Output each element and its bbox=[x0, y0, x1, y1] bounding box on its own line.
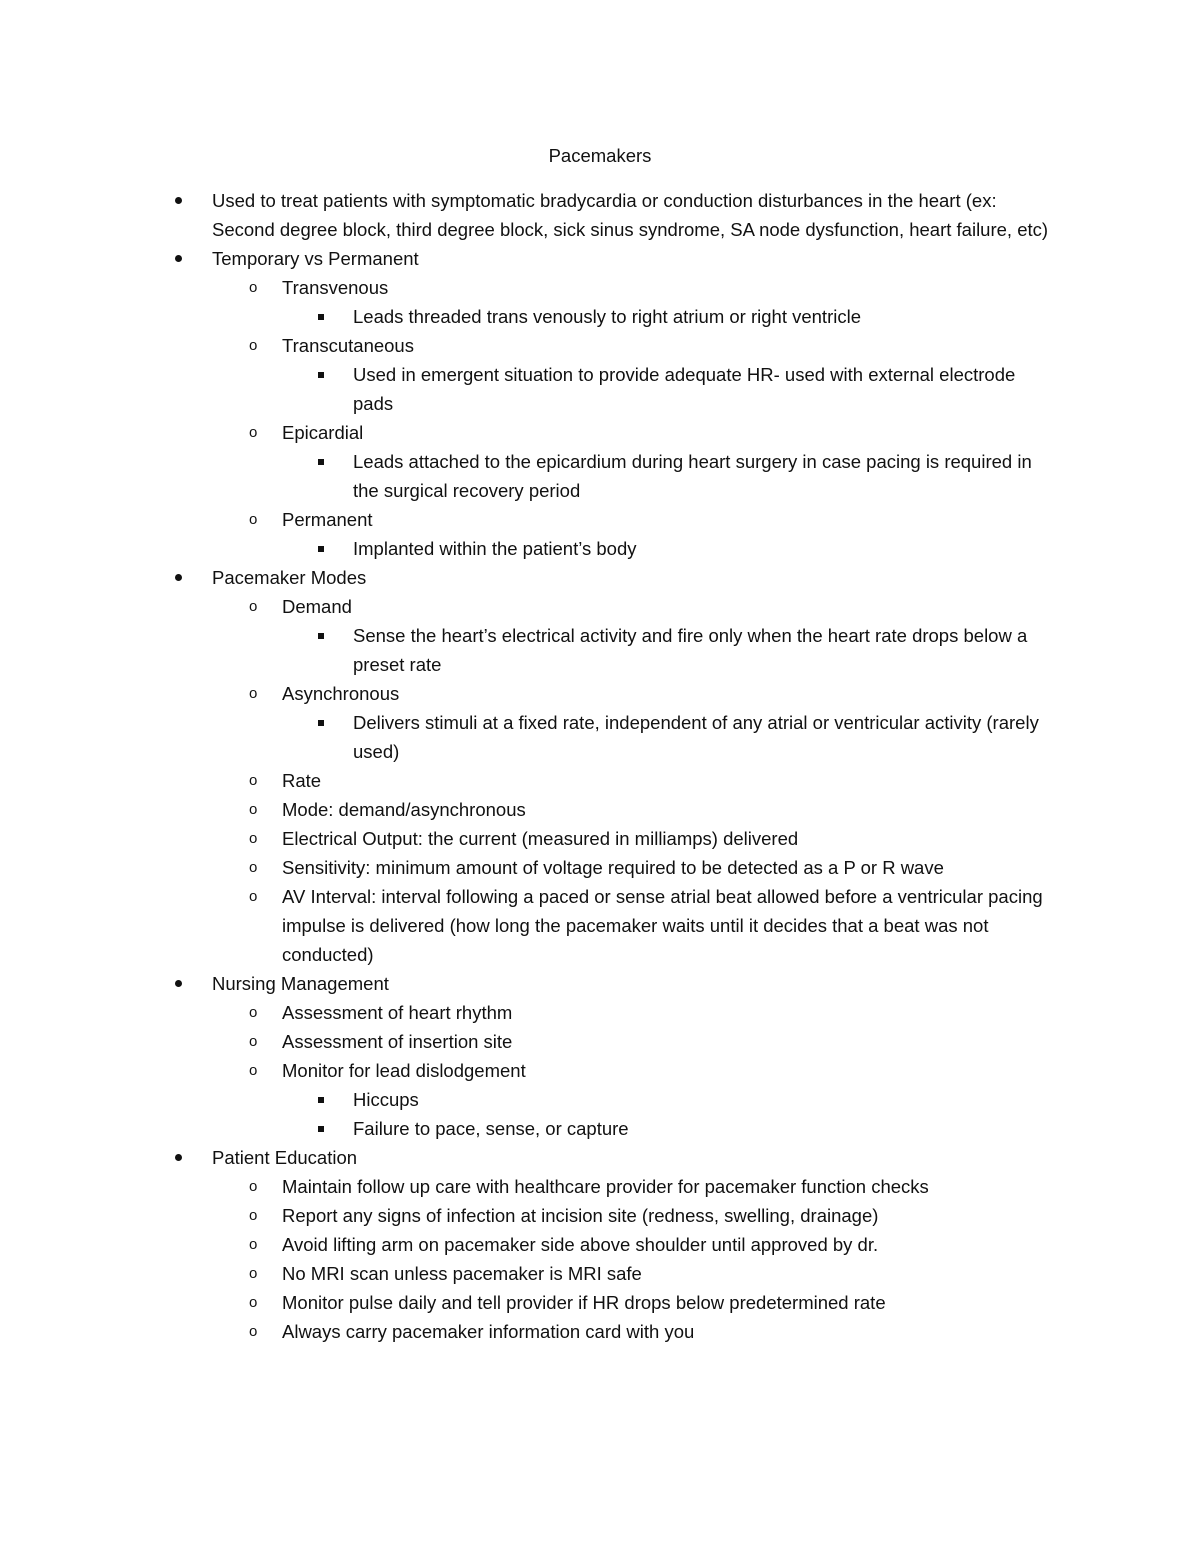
sub-list-item bbox=[0, 1259, 1052, 1288]
sub-list-item-text: Transvenous bbox=[282, 277, 389, 298]
bullet-circle-icon: o bbox=[249, 772, 258, 789]
sub-sub-list-item bbox=[0, 708, 1053, 766]
bullet-square-icon bbox=[318, 302, 326, 331]
bullet-circle-icon: o bbox=[249, 685, 258, 702]
sub-sub-list-item-text: Used in emergent situation to provide adequate HR- used with external electrode pads bbox=[353, 364, 1016, 414]
sub-list-item bbox=[0, 824, 1052, 853]
sub-list-item-text: AV Interval: interval following a paced or sense atrial beat allowed before a ventricular pacing impulse is delivered (how long the pacemaker waits until it decides that a beat was not conducted) bbox=[282, 886, 1043, 965]
sub-list-item bbox=[0, 853, 1052, 882]
bullet-circle-icon: o bbox=[249, 1178, 258, 1195]
sub-list-item bbox=[0, 1056, 1052, 1085]
list-item bbox=[0, 186, 1052, 244]
sub-list-item-text: Asynchronous bbox=[282, 683, 400, 704]
bullet-circle-icon: o bbox=[249, 1323, 258, 1340]
sub-sub-list-item bbox=[0, 360, 1053, 418]
bullet-circle-icon: o bbox=[249, 1207, 258, 1224]
bullet-square-icon bbox=[318, 1114, 326, 1143]
sub-list-item-text: Demand bbox=[282, 596, 352, 617]
sub-list-item-text: Report any signs of infection at incision site (redness, swelling, drainage) bbox=[282, 1205, 879, 1226]
sub-sub-list-item-text: Leads attached to the epicardium during heart surgery in case pacing is required in the surgical recovery period bbox=[353, 451, 1032, 501]
sub-list-item-text: Avoid lifting arm on pacemaker side above shoulder until approved by dr. bbox=[282, 1234, 879, 1255]
sub-list-item-text: Always carry pacemaker information card with you bbox=[282, 1321, 695, 1342]
list-item-text: Used to treat patients with symptomatic bradycardia or conduction disturbances in the heart (ex: Second degree block, third degree block, sick sinus syndrome, SA node dysfunction, heart failure, etc) bbox=[212, 190, 1049, 240]
sub-sub-list-item bbox=[0, 302, 1053, 331]
sub-list-item-text: Sensitivity: minimum amount of voltage required to be detected as a P or R wave bbox=[282, 857, 944, 878]
bullet-dot-icon bbox=[170, 244, 186, 273]
bullet-list bbox=[0, 186, 1200, 1346]
sub-list-item-text: Assessment of heart rhythm bbox=[282, 1002, 513, 1023]
bullet-circle-icon: o bbox=[249, 801, 258, 818]
sub-list-item bbox=[0, 331, 1052, 360]
sub-list-item bbox=[0, 1172, 1052, 1201]
sub-list-item bbox=[0, 766, 1052, 795]
bullet-circle-icon: o bbox=[249, 1062, 258, 1079]
bullet-circle-icon: o bbox=[249, 337, 258, 354]
bullet-square-icon bbox=[318, 447, 326, 476]
sub-list-item-text: Epicardial bbox=[282, 422, 364, 443]
sub-sub-list-item bbox=[0, 534, 1053, 563]
bullet-square-icon bbox=[318, 1085, 326, 1114]
bullet-dot-icon bbox=[170, 563, 186, 592]
sub-list-item-text: Assessment of insertion site bbox=[282, 1031, 513, 1052]
sub-list-item bbox=[0, 1317, 1052, 1346]
sub-list-item bbox=[0, 882, 1052, 969]
sub-list-item-text: Monitor for lead dislodgement bbox=[282, 1060, 526, 1081]
bullet-circle-icon: o bbox=[249, 888, 258, 905]
sub-sub-list-item bbox=[0, 621, 1053, 679]
bullet-dot-icon bbox=[170, 969, 186, 998]
sub-list-item-text: Mode: demand/asynchronous bbox=[282, 799, 526, 820]
sub-list-item-text: Transcutaneous bbox=[282, 335, 414, 356]
bullet-circle-icon: o bbox=[249, 598, 258, 615]
sub-list-item-text: Permanent bbox=[282, 509, 373, 530]
bullet-circle-icon: o bbox=[249, 1033, 258, 1050]
bullet-square-icon bbox=[318, 534, 326, 563]
bullet-circle-icon: o bbox=[249, 279, 258, 296]
bullet-square-icon bbox=[318, 360, 326, 389]
bullet-circle-icon: o bbox=[249, 1265, 258, 1282]
sub-sub-list-item bbox=[0, 447, 1053, 505]
sub-list-item bbox=[0, 1201, 1052, 1230]
bullet-dot-icon bbox=[170, 186, 186, 215]
sub-sub-list-item-text: Leads threaded trans venously to right atrium or right ventricle bbox=[353, 306, 861, 327]
page-title: Pacemakers bbox=[548, 145, 652, 166]
list-item bbox=[0, 1143, 1052, 1172]
list-item bbox=[0, 244, 1052, 273]
sub-sub-list-item bbox=[0, 1114, 1053, 1143]
bullet-circle-icon: o bbox=[249, 1236, 258, 1253]
bullet-circle-icon: o bbox=[249, 1294, 258, 1311]
list-item-text: Pacemaker Modes bbox=[212, 567, 367, 588]
bullet-circle-icon: o bbox=[249, 1004, 258, 1021]
list-item-text: Patient Education bbox=[212, 1147, 358, 1168]
sub-list-item bbox=[0, 592, 1052, 621]
sub-list-item bbox=[0, 998, 1052, 1027]
sub-list-item-text: Electrical Output: the current (measured in milliamps) delivered bbox=[282, 828, 799, 849]
bullet-circle-icon: o bbox=[249, 424, 258, 441]
sub-list-item bbox=[0, 1027, 1052, 1056]
list-item-text: Nursing Management bbox=[212, 973, 389, 994]
sub-list-item bbox=[0, 505, 1052, 534]
sub-sub-list-item-text: Hiccups bbox=[353, 1089, 419, 1110]
bullet-square-icon bbox=[318, 621, 326, 650]
sub-sub-list-item bbox=[0, 1085, 1053, 1114]
sub-list-item-text: Monitor pulse daily and tell provider if HR drops below predetermined rate bbox=[282, 1292, 886, 1313]
sub-sub-list-item-text: Sense the heart’s electrical activity and fire only when the heart rate drops below a preset rate bbox=[353, 625, 1028, 675]
bullet-circle-icon: o bbox=[249, 859, 258, 876]
bullet-dot-icon bbox=[170, 1143, 186, 1172]
sub-sub-list-item-text: Implanted within the patient’s body bbox=[353, 538, 637, 559]
sub-list-item-text: Rate bbox=[282, 770, 322, 791]
list-item bbox=[0, 563, 1052, 592]
sub-list-item bbox=[0, 418, 1052, 447]
sub-list-item-text: Maintain follow up care with healthcare provider for pacemaker function checks bbox=[282, 1176, 929, 1197]
list-item-text: Temporary vs Permanent bbox=[212, 248, 419, 269]
bullet-square-icon bbox=[318, 708, 326, 737]
sub-list-item-text: No MRI scan unless pacemaker is MRI safe bbox=[282, 1263, 642, 1284]
sub-list-item bbox=[0, 1230, 1052, 1259]
list-item bbox=[0, 969, 1052, 998]
sub-list-item bbox=[0, 679, 1052, 708]
sub-list-item bbox=[0, 1288, 1052, 1317]
bullet-circle-icon: o bbox=[249, 511, 258, 528]
sub-sub-list-item-text: Failure to pace, sense, or capture bbox=[353, 1118, 629, 1139]
sub-list-item bbox=[0, 795, 1052, 824]
sub-sub-list-item-text: Delivers stimuli at a fixed rate, independent of any atrial or ventricular activity (rarely used) bbox=[353, 712, 1039, 762]
bullet-circle-icon: o bbox=[249, 830, 258, 847]
sub-list-item bbox=[0, 273, 1052, 302]
